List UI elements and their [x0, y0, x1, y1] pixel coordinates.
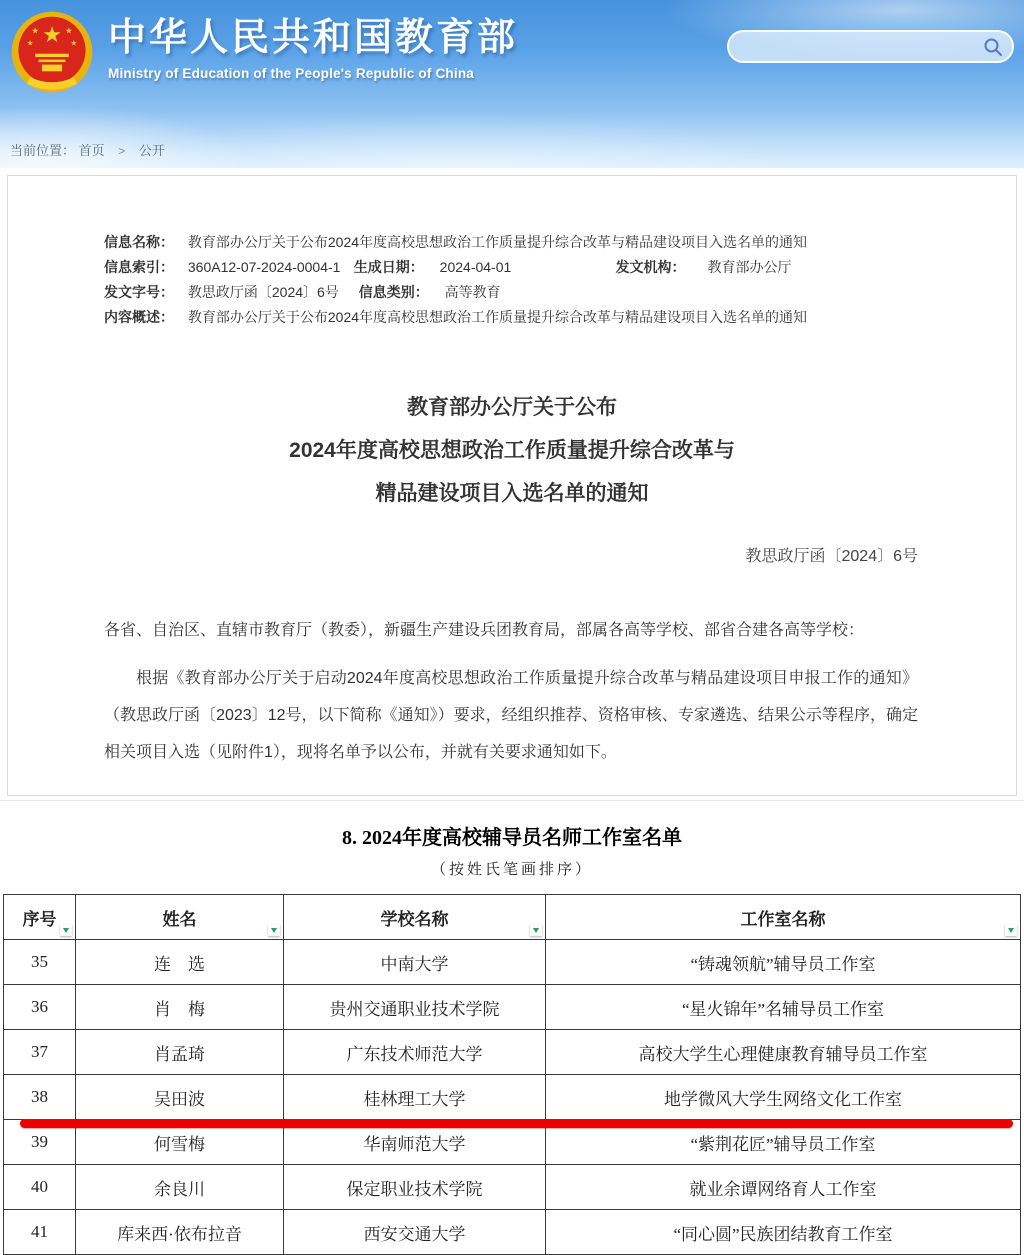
column-header	[546, 895, 1021, 940]
cell-name: 库来西·依布拉音	[76, 1210, 284, 1255]
breadcrumb	[10, 140, 165, 159]
meta-org-label: 发文机构：	[615, 259, 686, 275]
highlight-underline	[20, 1119, 1013, 1128]
search-icon	[983, 37, 1003, 57]
document-salutation: 各省、自治区、直辖市教育厅（教委），新疆生产建设兵团教育局，部属各高等学校、部省合建各高等学校：	[104, 622, 865, 639]
filter-dropdown-icon[interactable]	[60, 924, 72, 936]
cell-studio: “同心圆”民族团结教育工作室	[546, 1210, 1021, 1255]
meta-org-value: 教育部办公厅	[707, 259, 792, 275]
document-title	[8, 386, 1016, 515]
cell-name: 连 选	[76, 940, 284, 985]
document-paragraph: 根据《教育部办公厅关于启动2024年度高校思想政治工作质量提升综合改革与精品建设项目申报工作的通知》（教思政厅函〔2023〕12号，以下简称《通知》）要求，经组织推荐、资格审核、专家遴选、结果公示等程序，确定相关项目入选（见附件1），现将名单予以公布，并就有关要求通知如下。	[104, 670, 918, 761]
cell-school: 华南师范大学	[284, 1120, 546, 1165]
cell-name: 肖孟琦	[76, 1030, 284, 1075]
workshop-table-wrap	[3, 894, 1021, 1255]
cell-name: 吴田波	[76, 1075, 284, 1120]
cell-name: 余良川	[76, 1165, 284, 1210]
column-header-label: 姓名	[162, 909, 197, 929]
filter-dropdown-icon[interactable]	[530, 924, 542, 936]
cell-school: 贵州交通职业技术学院	[284, 985, 546, 1030]
cell-name: 肖 梅	[76, 985, 284, 1030]
cell-school: 桂林理工大学	[284, 1075, 546, 1120]
cell-school: 广东技术师范大学	[284, 1030, 546, 1075]
cell-studio: “星火锦年”名辅导员工作室	[546, 985, 1021, 1030]
filter-dropdown-icon[interactable]	[268, 924, 280, 936]
search-input[interactable]	[729, 32, 982, 61]
cell-studio: 地学微风大学生网络文化工作室	[546, 1075, 1021, 1120]
meta-category-value: 高等教育	[444, 284, 501, 300]
table-row	[4, 1165, 1021, 1210]
document-panel	[7, 175, 1017, 796]
site-title: 中华人民共和国教育部	[108, 17, 519, 59]
cell-number: 36	[4, 985, 76, 1030]
filter-dropdown-icon[interactable]	[1005, 924, 1017, 936]
site-logo-link[interactable]	[10, 10, 518, 94]
breadcrumb-open-link[interactable]: 公开	[138, 143, 165, 158]
column-header	[4, 895, 76, 940]
workshop-table	[3, 894, 1021, 1255]
list-title: 8. 2024年度高校辅导员名师工作室名单	[342, 827, 682, 849]
cell-school: 西安交通大学	[284, 1210, 546, 1255]
column-header	[76, 895, 284, 940]
svg-text:★: ★	[65, 25, 73, 36]
column-header-label: 学校名称	[380, 909, 449, 929]
breadcrumb-label: 当前位置：	[10, 143, 76, 158]
document-number: 教思政厅函〔2024〕6号	[745, 548, 918, 565]
list-subtitle: （按姓氏笔画排序）	[430, 862, 593, 878]
document-title-line: 教育部办公厅关于公布	[407, 396, 617, 419]
svg-text:★: ★	[42, 21, 62, 47]
meta-index-label: 信息索引：	[104, 259, 174, 275]
meta-name-label: 信息名称：	[104, 234, 174, 250]
meta-docnum-value: 教思政厅函〔2024〕6号	[187, 284, 339, 300]
meta-summary-label: 内容概述：	[104, 309, 174, 325]
svg-text:★: ★	[26, 38, 34, 48]
breadcrumb-home-link[interactable]: 首页	[78, 143, 105, 158]
cell-studio: “铸魂领航”辅导员工作室	[546, 940, 1021, 985]
search-box	[727, 30, 1014, 63]
svg-text:★: ★	[31, 25, 39, 36]
meta-date-value: 2024-04-01	[439, 259, 512, 275]
cell-number: 39	[4, 1120, 76, 1165]
document-title-line: 2024年度高校思想政治工作质量提升综合改革与	[289, 439, 735, 462]
meta-date-label: 生成日期：	[353, 259, 424, 275]
table-row	[4, 1210, 1021, 1255]
svg-text:★: ★	[70, 38, 78, 48]
cell-number: 38	[4, 1075, 76, 1120]
workshop-table-body	[4, 940, 1021, 1255]
meta-docnum-label: 发文字号：	[104, 284, 174, 300]
cell-studio: “紫荆花匠”辅导员工作室	[546, 1120, 1021, 1165]
column-header	[284, 895, 546, 940]
meta-name-value: 教育部办公厅关于公布2024年度高校思想政治工作质量提升综合改革与精品建设项目入选名单的通知	[187, 234, 808, 250]
table-row	[4, 985, 1021, 1030]
breadcrumb-separator: >	[118, 144, 126, 158]
cell-school: 中南大学	[284, 940, 546, 985]
document-title-line: 精品建设项目入选名单的通知	[375, 482, 649, 505]
site-title-block	[108, 10, 518, 81]
search-button[interactable]	[982, 32, 1012, 62]
cell-number: 37	[4, 1030, 76, 1075]
meta-category-label: 信息类别：	[358, 284, 429, 300]
table-row	[4, 940, 1021, 985]
column-header-label: 序号	[22, 909, 57, 929]
site-subtitle: Ministry of Education of the People's Republic of China	[108, 66, 474, 81]
cell-school: 保定职业技术学院	[284, 1165, 546, 1210]
table-header-row	[4, 895, 1021, 940]
cell-name: 何雪梅	[76, 1120, 284, 1165]
cell-number: 35	[4, 940, 76, 985]
table-row	[4, 1030, 1021, 1075]
meta-summary-value: 教育部办公厅关于公布2024年度高校思想政治工作质量提升综合改革与精品建设项目入选名单的通知	[187, 309, 808, 325]
cell-number: 40	[4, 1165, 76, 1210]
table-row-highlighted	[4, 1075, 1021, 1120]
meta-index-value: 360A12-07-2024-0004-1	[187, 259, 341, 275]
cell-number: 41	[4, 1210, 76, 1255]
cell-studio: 高校大学生心理健康教育辅导员工作室	[546, 1030, 1021, 1075]
national-emblem-icon	[10, 10, 94, 94]
cell-studio: 就业余谭网络育人工作室	[546, 1165, 1021, 1210]
site-header	[0, 0, 1024, 168]
document-meta	[8, 176, 1016, 330]
column-header-label: 工作室名称	[740, 909, 826, 929]
list-section	[0, 800, 1024, 1255]
